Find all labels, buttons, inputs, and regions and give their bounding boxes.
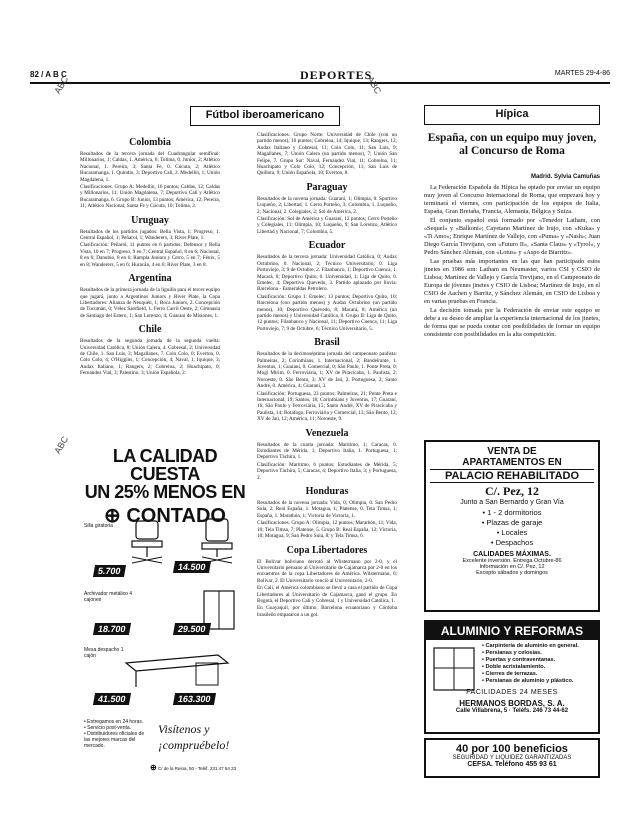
- silla-label: Silla giratoria: [84, 523, 113, 529]
- ecuador-results: Resultados de la tercera jornada: Universidad Católica, 0; Audax Octubrino, 0. Nacional, 2; Técnico Universitario, 0. Liga Portoviejo, 3; 9 de Octubre, 2. Filanbanco, 1; Deportivo Cuenca, 1. Macará, 0; Deportivo Quito, 0. Universidad, 1; Liga de Quito, 0. Emelec, 4; Deportivo Quevedo, 3. Partido aplazado por lluvia: Barcelona - Esmeraldas Petrolero.: [257, 254, 397, 293]
- margin-mark-right-top: ABC: [365, 74, 384, 96]
- hipica-p1: La Federación Española de Hípica ha optado por enviar un equipo muy joven al Concurso Internacional de Roma, que empezará hoy y terminará el viernes, con participación de los equipos de Italia, España, Gran Bretaña, Francia, Alemania, Bélgica y Suiza.: [424, 184, 600, 215]
- libertadores-p2: En Cali, el América colombiano se llevó a casa el partido de Copa Libertadores al Universitario de Cajamarca, ganó el grupo. En Bogotá, el Deportivo Cali y Cobresal, 1 y Universidad Católica, 1.: [257, 585, 397, 604]
- uruguay-standings: Clasificación: Peñarol, 11 puntos en 6 partidos; Defensor y Bella Vista, 10 en 7; Progreso, 9 en 7; Central Español, 8 en 6; Nacional, 8 en 6; Danubio, 8 en 6; Rampla Juniors y Cerro, 5 en 7; Fénix, 5 en 8; Wanderers, 5 en 6; Huracán, 4 en 6; River Plate, 3 en 8.: [80, 242, 220, 268]
- hipica-body: [424, 184, 600, 340]
- aluminio-advertisement: [424, 620, 600, 734]
- colombia-results: Resultados de la tercera jornada del Cuadrangular semifinal: Millonarios, 1; Caldas, 1. América, 6; Tolima, 0. Junior, 2; Atlético Nacional, 1. Pereira, 3; Santa Fe, 0. Cúcuta, 2; Atlético Bucaramanga, 1. Quindío, 3; Deportivo Cali, 2. Medellín, 1; Unión Magdalena, 1.: [80, 151, 220, 183]
- piso-items: [430, 508, 594, 548]
- brasil-heading: Brasil: [314, 337, 340, 349]
- libertadores-p3: En Guayaquil, por último, Barcelona ecuatoriano y Córdoba brasileño empataron a un gol.: [257, 605, 397, 618]
- margin-mark-left-top: ABC: [52, 74, 71, 96]
- bullet-servicio: • Servicio post-venta.: [84, 725, 132, 731]
- chair-image-1: [122, 517, 172, 567]
- piso-info: Información en C/. Pez, 12: [479, 564, 545, 570]
- aluminio-item: • Carpintería de aluminio en general.: [482, 643, 579, 649]
- price-archivador-2: 29.500: [173, 623, 211, 635]
- colombia-heading: Colombia: [129, 137, 171, 148]
- paraguay-standings: Clasificación: Sol de América y Guaraní, 12 puntos; Cerro Porteño y Colegiales, 11; Olimpia, 10; Luqueño, 9; San Lorenzo, Atlético Libertad y Nacional, 7; Colombia, 5.: [257, 216, 397, 235]
- contado-slogan-2: ¡compruébelo!: [158, 738, 230, 752]
- contado-address-text: C/ de la Reina, 50 - Teléf. 231 47 64 23: [157, 766, 237, 771]
- piso-calidades: CALIDADES MÁXIMAS.: [473, 551, 551, 558]
- chair-image-2: [192, 517, 242, 567]
- hipica-p3: Las pruebas más importantes en las que han participado estos jinetes en 1986 son: Latham en Neumaster, varios CSI y CSIO de Lisboa; Martínez de Vallejo y García Trevijano, en el Campeonato de Europa de jóvenes jinetes y CSIO de Lisboa; Martínez de Irujo, en el CSIO de Aachen y Barritz, y Sánchez Alemán, en CSIO de Lisboa y en varias pruebas en Francia.: [424, 258, 600, 305]
- section-title: DEPORTES: [300, 68, 373, 82]
- contado-address: [150, 765, 246, 772]
- futbol-section-title: Fútbol iberoamericano: [190, 106, 340, 126]
- aluminio-title: ALUMINIO Y REFORMAS: [426, 622, 598, 640]
- piso-item: • Despachos: [490, 538, 534, 547]
- bullet-entrega: • Entregamos en 24 horas.: [84, 719, 144, 725]
- piso-item: • Locales: [496, 528, 528, 537]
- piso-line-3: PALACIO REHABILITADO: [430, 469, 594, 483]
- ecuador-heading: Ecuador: [308, 240, 346, 252]
- contado-headline-1: LA CALIDAD CUESTA: [112, 446, 218, 484]
- price-archivador-1: 18.700: [93, 623, 131, 635]
- aluminio-company: HERMANOS BORDAS, S. A.: [459, 699, 565, 708]
- honduras-results: Resultados de la novena jornada: Vida, 0; Olimpia, 0. San Pedro Sula, 2; Real España, 1. Motagua, 1; Platense, 0. Tela Timsa, 1; España, 1. Marathón, 1; Victoria de Victoria, 1.: [257, 500, 397, 519]
- contado-logo-small-icon: ⊕: [150, 763, 157, 772]
- contado-headline-2: UN 25% MENOS EN: [84, 482, 246, 502]
- price-silla-1: 5.700: [93, 565, 126, 577]
- brasil-results: Resultados de la decimoséptima jornada del campeonato paulista: Palmeiras, 2; Corinthians, 1. Internacional, 2; Bandeirante, 1. Juventus, 1; Guaraní, 0. Comercial, 0; São Paulo, 1. Ponte Preta, 0; Mogi Mirim, 0. Ferroviária, 1; XV de Piracicaba, 1. Paulista, 2; Noroeste, 0. São Bento, 3; XV de Jaú, 2. Portuguesa, 2; Santo André, 0. América, 4; Guarani, 3.: [257, 351, 397, 390]
- piso-item: • 1 - 2 dormitorios: [482, 508, 542, 517]
- contado-brand: ⊕ CONTADO: [104, 505, 226, 527]
- futbol-column-2: [257, 132, 397, 619]
- paraguay-heading: Paraguay: [306, 181, 348, 193]
- margin-mark-left-bottom: ABC: [52, 434, 71, 456]
- contado-brand-text: CONTADO: [126, 505, 226, 527]
- hipica-headline: España, con un equipo muy joven, al Concurso de Roma: [427, 132, 597, 157]
- price-mesa-1: 41.500: [93, 693, 131, 705]
- beneficios-line-2: SEGURIDAD Y LIQUIDEZ GARANTIZADAS: [452, 755, 572, 761]
- uruguay-results: Resultados de los partidos jugados: Bella Vista, 1; Progreso, 1. Central Español, 1; Peñarol, 1; Wanderers, 3; River Plate, 1.: [80, 228, 220, 242]
- bullet-distribuidores: • Distribuidores oficiales de las mejores marcas del mercado.: [84, 731, 145, 749]
- venezuela-heading: Venezuela: [305, 427, 349, 439]
- libertadores-p1: El Bolívar boliviano derrotó al Wilstermann por 2-0, y el Universitario peruano al Universitario de Cajamarca por 2-0 en los encuentros de la copa Libertadores de América. Wilstermann, 0; Bolívar, 2. El Universitario venció al Universitario, 2-0.: [257, 558, 397, 584]
- aluminio-facilidades: FACILIDADES 24 MESES: [466, 689, 558, 696]
- honduras-standings: Clasificaciones. Grupo A: Olimpia, 12 puntos; Marathón, 11; Vida, 10; Tela Timsa, 7; Platense, 5. Grupo B: Real España, 12; Victoria, 10; Motagua, 9; San Pedro Sula, 8; y Tela Timsa, 6.: [257, 520, 397, 540]
- chile-results: Resultados de la segunda jornada de la segunda vuelta: Universidad Católica, 8; Unión Calera, 4. Cobresal, 2; Universidad de Chile, 1. San Luis, 3; Magallanes, 7. Colo Colo, 0; Everton, 0. Colo Colo, 4; O'Higgins, 1; Concepción, 4; Naval, 1; Iquique, 3; Audax Italiano, 1; Rangers, 2; Cobreloa, 2; Huachipato, 0; Fernández Vial, 3; Palestino, 3; Unión Española, 2.: [80, 338, 220, 377]
- aluminio-item: • Persianas y celosías.: [482, 650, 542, 656]
- contado-slogan-1: Visítenos y: [158, 722, 210, 736]
- hipica-section-title: Hípica: [424, 105, 600, 125]
- aluminio-item: • Persianas de aluminio y plástico.: [482, 678, 574, 684]
- aluminio-item: • Cierres de terrazas.: [482, 671, 538, 677]
- contado-bullets: [84, 719, 146, 749]
- price-silla-2: 14.500: [173, 561, 211, 573]
- aluminio-item: • Puertas y contraventanas.: [482, 657, 556, 663]
- piso-junto: Junto a San Bernardo y Gran Vía: [460, 499, 564, 506]
- desk-image: [122, 651, 232, 691]
- page-number: 82 / A B C: [30, 70, 67, 79]
- mesa-label: Mesa despacho 1 cajón: [84, 647, 124, 659]
- chile-heading: Chile: [138, 324, 162, 336]
- price-mesa-2: 163.300: [173, 693, 216, 705]
- piso-item: • Plazas de garaje: [481, 518, 543, 527]
- uruguay-heading: Uruguay: [131, 214, 169, 226]
- aluminio-item: • Doble acristalamiento.: [482, 664, 546, 670]
- issue-date: MARTES 29-4-86: [554, 70, 610, 77]
- argentina-results: Resultados de la primera jornada de la liguilla para el tercer equipo que jugará, junto a Argentinos Juniors y River Plate, la Copa Libertadores: Alianza de Neuquén, 1; Boca Juniors, 2. Concepción de Tucumán, 0; Vélez Sarsfield, 1. Ferro Carril Oeste, 2; Gimnasia de Santiago del Estero, 1; San Lorenzo, 4; Guaraní de Misiones, 1.: [80, 287, 220, 319]
- archivador-label: Archivador metálico 4 cajones: [84, 591, 133, 603]
- beneficios-line-1: 40 por 100 beneficios: [456, 743, 568, 755]
- header-rule: [30, 82, 610, 84]
- beneficios-advertisement: [424, 738, 600, 778]
- honduras-heading: Honduras: [305, 486, 349, 498]
- colombia-standings: Clasificaciones. Grupo A: Medellín, 16 puntos; Caldas, 12; Caldas y Millonarios, 11; Unión Magdalena, 7; Deportivo Cali y Atlético Bucaramanga, 6. Grupo B: Junior, 13 puntos; América, 12; Pereira, 11; Atlético Nacional, Santa Fe y Cúcuta, 10; Tolima, 2.: [80, 184, 220, 210]
- ecuador-standings: Clasificación: Grupo 1: Emelec, 13 puntos; Deportivo Quito, 10; Barcelona (con partido menos) y Audax Octubrino (un partido menos), 10; Deportivo Quevedo, 8; Macará, 8; América (un partido menos) y Universidad Católica, 8. Grupo II: Liga de Quito, 12 puntos; Filanbanco y Nacional, 11; Deportivo Cuenca, 11; Liga Portoviejo, 7; 9 de Octubre, 6; Técnico Universitario, 5.: [257, 293, 397, 332]
- piso-line-1: VENTA DE: [487, 446, 537, 457]
- brasil-standings: Clasificación: Portuguesa, 23 puntos; Palmeiras, 21; Ponte Preta e Internacional, 19; Santos, 18; Corinthians y Juventus, 17; Guaraní, 16; São Paulo y Ferroviária, 15; Santo André, XV de Piracicaba y Paulista, 14; Botafogo, Ferroviária y Comercial, 13; São Bento, 12; XV de Jaú, 12; América, 11; Noroeste, 9.: [257, 390, 397, 423]
- paraguay-results: Resultados de la novena jornada: Guaraní, 1; Olimpia, 0. Sportivo Luqueño, 2; Libertad, 1. Cerro Porteño, 3; Colombia, 1. Luqueño, 2; Nacional, 2. Colegiales, 2; Sol de América, 2.: [257, 195, 397, 215]
- piso-line-2: APARTAMENTOS EN: [462, 457, 562, 468]
- piso-horario: Excepto sábados y domingos: [476, 570, 548, 576]
- contado-advertisement: [82, 441, 248, 809]
- venezuela-results: Resultados de la cuarta jornada: Marítimo, 1; Caracas, 0. Estudiantes de Mérida, 1; Deportivo Italia, 1. Portuguesa, 1; Deportivo Táchira, 1.: [257, 441, 397, 461]
- venezuela-standings: Clasificación: Marítimo, 6 puntos; Estudiantes de Mérida, 5; Deportivo Táchira, 5; Caracas, 4; Deportivo Italia, 3; y Portuguesa, 2.: [257, 461, 397, 481]
- chile-standings: Clasificaciones. Grupo Norte: Universidad de Chile (con un partido menos), 16 puntos; Cobreloa, 14; Iquique, 13; Rangers, 12; Audax Italiano y Cobresal, 11; Colo Colo, 11; San Luis, 9; Magallanes, 7; Unión Calera (un partido menos), 7; Unión San Felipe, 7. Grupo Sur: Naval, Fernández Vial, 11; Cobreloa, 11; Huachipato y Colo Colo, 12; Concepción, 11; San Luis de Quillota, 9; Unión Española, 10; Everton, 8.: [257, 132, 397, 177]
- beneficios-line-3: CEFSA. Teléfono 455 93 61: [467, 761, 557, 768]
- aluminio-address: Calle Villabrena, 5 · Teléfs. 246 73 44-62: [455, 708, 569, 714]
- piso-financ: Excelente inversión. Entrega Octubre-86: [462, 558, 562, 564]
- argentina-heading: Argentina: [128, 273, 172, 285]
- hipica-byline: Madrid. Sylvia Camuñas: [530, 174, 600, 180]
- hipica-p2: El conjunto español está formado por «Tenedor Latham, con «Sequel» y «Balkoni»; Cayetano Martínez de Irujo, con «Kuka» y «Ti Amo»; Enrique Martínez de Vallejo, con «Puma» y «Nash»; Juan Diego García Trevijano, con «Futuro II», «Santa Claus» y «Tyrol», y Pedro Sánchez Alemán, con «Lotus» y «Aspo de Biarritz».: [424, 217, 600, 256]
- apartamentos-advertisement: [424, 440, 600, 612]
- libertadores-heading: Copa Libertadores: [286, 544, 368, 556]
- window-icon: [432, 646, 476, 692]
- piso-street: C/. Pez, 12: [485, 484, 539, 498]
- futbol-column-1: [80, 132, 220, 378]
- hipica-p4: La decisión tomada por la Federación de enviar este equipo se debe a su deseo de ampliar la experiencia internacional de los jinetes, de forma que se pueda contar con posibilidades de formar un equipo consistente con posibilidades en la alta competición.: [424, 307, 600, 338]
